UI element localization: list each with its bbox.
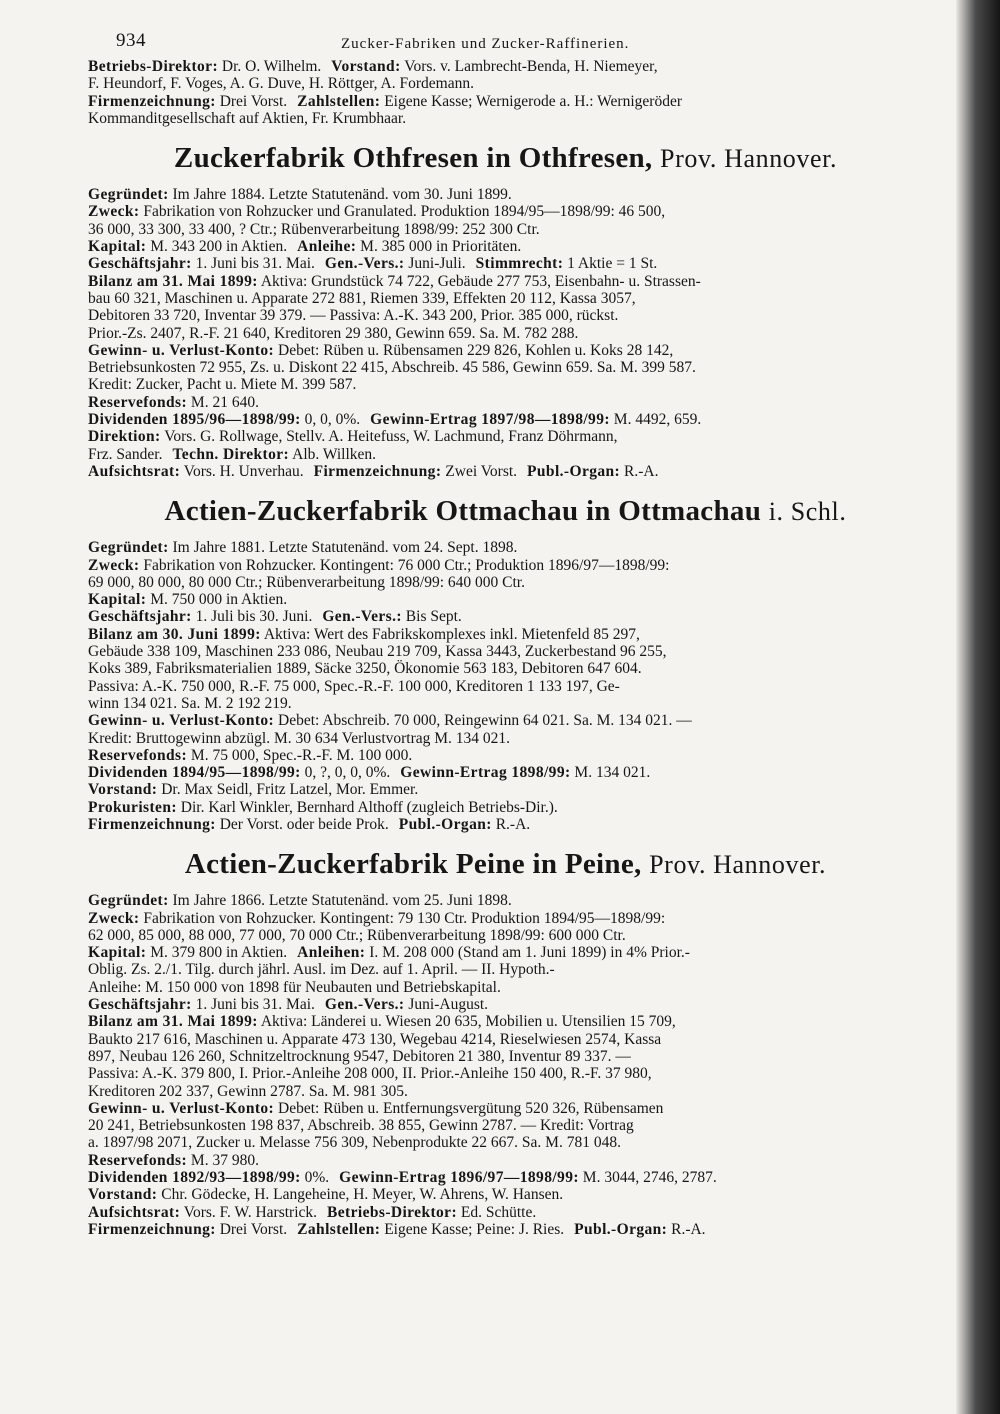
field-label: Dividenden 1895/96—1898/99: [88,411,301,429]
company-location: Prov. Hannover. [660,144,838,174]
field-value: Debet: Rüben u. Rübensamen 229 826, Kohlen u. Koks 28 142, [274,341,674,359]
field-label: Gewinn-Ertrag 1898/99: [400,764,571,782]
field-line [88,1204,923,1221]
field-value: M. 3044, 2746, 2787. [578,1169,717,1187]
field-value: Eigene Kasse; Peine: J. Ries. [380,1220,565,1238]
field-line [88,1117,923,1134]
field-line [88,557,923,574]
field-label: Techn. Direktor: [172,445,290,463]
field-line [88,1134,923,1151]
field-value: Bis Sept. [401,608,462,626]
field-label: Aufsichtsrat: [88,1203,181,1221]
field-value: Zwei Vorst. [441,462,518,480]
field-value: Im Jahre 1884. Letzte Statutenänd. vom 30. Juni 1899. [168,186,512,204]
field-label: Publ.-Organ: [574,1220,668,1238]
field-line [88,747,923,764]
field-value: Vors. F. W. Harstrick. [180,1203,318,1221]
field-label: Aufsichtsrat: [88,462,181,480]
field-value: M. 343 200 in Aktien. [146,238,288,256]
field-line [88,1031,923,1048]
field-value: 1. Juni bis 31. Mai. [191,255,315,273]
field-label: Prokuristen: [88,798,177,816]
field-value: Im Jahre 1881. Letzte Statutenänd. vom 24. Sept. 1898. [168,539,518,557]
field-line [88,626,923,643]
field-line [88,979,923,996]
field-label: Bilanz am 30. Juni 1899: [88,625,261,643]
field-label: Gegründet: [88,892,169,910]
field-value: Drei Vorst. [215,92,288,110]
field-label: Firmenzeichnung: [88,1220,216,1238]
field-line [88,712,923,729]
field-value: Aktiva: Grundstück 74 722, Gebäude 277 753, Eisenbahn- u. Strassen- [257,272,701,290]
field-line [88,325,923,342]
field-value: Passiva: A.-K. 750 000, R.-F. 75 000, Spec.-R.-F. 100 000, Kreditoren 1 133 197, Ge- [88,677,620,695]
field-value: Eigene Kasse; Wernigerode a. H.: Wernigeröder [380,92,682,110]
entries-container [88,141,923,1238]
field-line [88,816,923,833]
field-line [88,273,923,290]
field-line [88,463,923,480]
running-header [116,28,923,58]
field-line [88,58,923,75]
field-label: Bilanz am 31. Mai 1899: [88,272,258,290]
field-label: Geschäftsjahr: [88,608,192,626]
field-value: Im Jahre 1866. Letzte Statutenänd. vom 25. Juni 1898. [168,892,512,910]
field-value: R.-A. [491,815,531,833]
field-line [88,203,923,220]
field-line [88,730,923,747]
company-entry [88,847,923,1238]
company-entry [88,494,923,833]
field-line [88,376,923,393]
field-value: Fabrikation von Rohzucker. Kontingent: 76 000 Ctr.; Produktion 1896/97—1898/99: [139,556,670,574]
company-location: i. Schl. [768,497,847,527]
field-label: Stimmrecht: [475,255,564,273]
field-value: Alb. Willken. [289,445,377,463]
field-line [88,411,923,428]
field-label: Anleihe: [297,238,357,256]
field-value: Vors. v. Lambrecht-Benda, H. Niemeyer, [400,58,658,75]
page-number: 934 [116,30,146,51]
field-label: Geschäftsjahr: [88,255,192,273]
field-value: Juni-August. [404,996,489,1014]
field-label: Publ.-Organ: [398,815,492,833]
field-line [88,695,923,712]
field-value: Anleihe: M. 150 000 von 1898 für Neubauten und Betriebskapital. [88,978,501,996]
field-label: Anleihen: [297,944,366,962]
company-name: Zuckerfabrik Othfresen in Othfresen, [173,142,653,175]
field-value: 0, 0, 0%. [300,411,361,429]
field-value: 20 241, Betriebsunkosten 198 837, Abschreib. 38 855, Gewinn 2787. — Kredit: Vortrag [88,1117,634,1135]
field-line [88,944,923,961]
field-value: R.-A. [667,1220,706,1238]
field-value: Ed. Schütte. [457,1203,537,1221]
field-label: Vorstand: [88,781,158,799]
field-value: Aktiva: Länderei u. Wiesen 20 635, Mobilien u. Utensilien 15 709, [257,1013,676,1031]
field-line [88,290,923,307]
field-label: Vorstand: [331,58,401,75]
field-line [88,608,923,625]
field-value: Drei Vorst. [215,1220,288,1238]
field-line [88,75,923,92]
field-label: Gegründet: [88,539,169,557]
field-value: Fabrikation von Rohzucker und Granulated. Produktion 1894/95—1898/99: 46 500, [139,203,666,221]
field-line [88,110,923,127]
field-value: Dir. Karl Winkler, Bernhard Althoff (zugleich Betriebs-Dir.). [176,798,558,816]
field-line [88,1100,923,1117]
field-label: Firmenzeichnung: [88,92,216,110]
field-label: Betriebs-Direktor: [327,1203,458,1221]
field-label: Gen.-Vers.: [322,608,402,626]
field-value: 62 000, 85 000, 88 000, 77 000, 70 000 Ctr.; Rübenverarbeitung 1898/99: 600 000 Ctr. [88,926,626,944]
field-value: Baukto 217 616, Maschinen u. Apparate 473 130, Wegebau 4214, Rieselwiesen 2574, Kassa [88,1030,662,1048]
field-value: Frz. Sander. [88,445,163,463]
field-line [88,892,923,909]
field-label: Bilanz am 31. Mai 1899: [88,1013,258,1031]
field-label: Vorstand: [88,1186,158,1204]
field-line [88,446,923,463]
field-label: Reservefonds: [88,746,188,764]
field-value: M. 134 021. [570,764,651,782]
continuation-block [88,58,923,127]
page-content [88,28,923,1244]
field-label: Zweck: [88,909,140,927]
field-line [88,781,923,798]
field-label: Reservefonds: [88,1151,188,1169]
field-value: Kreditoren 202 337, Gewinn 2787. Sa. M. 981 305. [88,1082,408,1100]
field-value: Debet: Rüben u. Entfernungsvergütung 520 326, Rübensamen [274,1099,664,1117]
field-label: Gegründet: [88,186,169,204]
field-line [88,1152,923,1169]
field-value: Kredit: Zucker, Pacht u. Miete M. 399 587. [88,376,357,394]
field-value: M. 750 000 in Aktien. [146,591,288,609]
field-value: M. 21 640. [187,393,259,411]
field-line [88,764,923,781]
field-value: M. 385 000 in Prioritäten. [356,238,522,256]
field-label: Kapital: [88,591,147,609]
field-value: Prior.-Zs. 2407, R.-F. 21 640, Kreditoren 29 380, Gewinn 659. Sa. M. 782 288. [88,324,579,342]
running-title: Zucker-Fabriken und Zucker-Raffinerien. [341,36,630,52]
field-value: F. Heundorf, F. Voges, A. G. Duve, H. Röttger, A. Fordemann. [88,75,474,93]
field-value: Vors. H. Unverhau. [180,462,304,480]
field-value: Koks 389, Fabriksmaterialien 1889, Säcke 3250, Ökonomie 563 183, Debitoren 647 604. [88,660,642,678]
field-label: Dividenden 1894/95—1898/99: [88,764,301,782]
field-value: Chr. Gödecke, H. Langeheine, H. Meyer, W. Ahrens, W. Hansen. [157,1186,564,1204]
field-label: Direktion: [88,428,161,446]
field-line [88,996,923,1013]
field-line [88,1048,923,1065]
field-value: 69 000, 80 000, 80 000 Ctr.; Rübenverarbeitung 1898/99: 640 000 Ctr. [88,573,525,591]
field-label: Gewinn-Ertrag 1897/98—1898/99: [370,411,610,429]
field-value: I. M. 208 000 (Stand am 1. Juni 1899) in 4% Prior.- [365,944,690,962]
field-label: Firmenzeichnung: [313,462,442,480]
company-name: Actien-Zuckerfabrik Peine in Peine, [184,848,642,881]
field-label: Zweck: [88,556,140,574]
field-value: M. 379 800 in Aktien. [146,944,288,962]
field-label: Dividenden 1892/93—1898/99: [88,1169,301,1187]
field-label: Betriebs-Direktor: [88,58,219,75]
field-value: Betriebsunkosten 72 955, Zs. u. Diskont 22 415, Abschreib. 45 586, Gewinn 659. Sa. M. 399 587. [88,359,696,377]
field-value: Kredit: Bruttogewinn abzügl. M. 30 634 Verlustvortrag M. 134 021. [88,729,511,747]
field-value: 897, Neubau 126 260, Schnitzeltrocknung 9547, Debitoren 21 380, Inventur 89 337. — [88,1047,631,1065]
field-line [88,255,923,272]
field-label: Gewinn- u. Verlust-Konto: [88,1099,275,1117]
field-value: Dr. Max Seidl, Fritz Latzel, Mor. Emmer. [157,781,419,799]
field-value: 1. Juli bis 30. Juni. [191,608,313,626]
field-value: Oblig. Zs. 2./1. Tilg. durch jährl. Ausl. im Dez. auf 1. April. — II. Hypoth.- [88,961,555,979]
field-line [88,307,923,324]
field-line [88,961,923,978]
field-value: bau 60 321, Maschinen u. Apparate 272 881, Riemen 339, Effekten 20 112, Kassa 3057, [88,289,636,307]
field-line [88,1013,923,1030]
company-title [88,141,923,176]
field-value: Debet: Abschreib. 70 000, Reingewinn 64 021. Sa. M. 134 021. — [274,712,692,730]
field-label: Zweck: [88,203,140,221]
company-location: Prov. Hannover. [649,850,827,880]
field-line [88,1221,923,1238]
field-value: Aktiva: Wert des Fabrikskomplexes inkl. Mietenfeld 85 297, [260,625,640,643]
field-label: Gewinn-Ertrag 1896/97—1898/99: [339,1169,579,1187]
field-line [88,238,923,255]
field-line [88,221,923,238]
field-value: M. 37 980. [187,1151,259,1169]
page-edge-shadow [956,0,1000,1414]
field-value: Kommanditgesellschaft auf Aktien, Fr. Krumbhaar. [88,109,407,127]
field-line [88,93,923,110]
field-label: Gen.-Vers.: [324,996,405,1014]
field-label: Firmenzeichnung: [88,815,216,833]
field-value: Gebäude 338 109, Maschinen 233 086, Neubau 219 709, Kassa 3443, Zuckerbestand 96 255, [88,643,667,661]
field-value: 1. Juni bis 31. Mai. [191,996,315,1014]
field-label: Zahlstellen: [297,92,381,110]
field-label: Gewinn- u. Verlust-Konto: [88,341,275,359]
field-line [88,1065,923,1082]
field-value: Dr. O. Wilhelm. [218,58,322,75]
field-value: Vors. G. Rollwage, Stellv. A. Heitefuss, W. Lachmund, Franz Döhrmann, [160,428,618,446]
company-title [88,847,923,882]
field-line [88,643,923,660]
field-label: Publ.-Organ: [527,462,621,480]
field-line [88,1169,923,1186]
field-value: Juni-Juli. [404,255,466,273]
field-line [88,1186,923,1203]
field-line [88,591,923,608]
field-line [88,428,923,445]
field-label: Reservefonds: [88,393,188,411]
field-value: 0, ?, 0, 0, 0%. [300,764,391,782]
field-line [88,574,923,591]
field-label: Kapital: [88,238,147,256]
field-value: 0%. [300,1169,330,1187]
field-value: 36 000, 33 300, 33 400, ? Ctr.; Rübenverarbeitung 1898/99: 252 300 Ctr. [88,220,540,238]
field-label: Kapital: [88,944,147,962]
field-line [88,910,923,927]
company-name: Actien-Zuckerfabrik Ottmachau in Ottmachau [164,495,762,528]
field-line [88,359,923,376]
field-line [88,799,923,816]
field-label: Gen.-Vers.: [324,255,405,273]
field-value: R.-A. [620,462,659,480]
field-label: Zahlstellen: [297,1220,381,1238]
field-value: M. 75 000, Spec.-R.-F. M. 100 000. [187,746,413,764]
field-value: Der Vorst. oder beide Prok. [215,815,389,833]
field-value: a. 1897/98 2071, Zucker u. Melasse 756 309, Nebenprodukte 22 667. Sa. M. 781 048. [88,1134,621,1152]
field-line [88,394,923,411]
field-value: M. 4492, 659. [609,411,702,429]
field-line [88,678,923,695]
field-line [88,342,923,359]
field-label: Geschäftsjahr: [88,996,192,1014]
field-value: Fabrikation von Rohzucker. Kontingent: 79 130 Ctr. Produktion 1894/95—1898/99: [139,909,666,927]
company-title [88,494,923,529]
field-value: Debitoren 33 720, Inventar 39 379. — Passiva: A.-K. 343 200, Prior. 385 000, rückst. [88,307,619,325]
field-value: 1 Aktie = 1 St. [563,255,658,273]
field-value: winn 134 021. Sa. M. 2 192 219. [88,694,292,712]
company-entry [88,141,923,480]
field-line [88,660,923,677]
field-label: Gewinn- u. Verlust-Konto: [88,712,275,730]
field-line [88,1083,923,1100]
field-line [88,927,923,944]
field-line [88,539,923,556]
field-line [88,186,923,203]
field-value: Passiva: A.-K. 379 800, I. Prior.-Anleihe 208 000, II. Prior.-Anleihe 150 400, R.-F. 37 980, [88,1065,652,1083]
